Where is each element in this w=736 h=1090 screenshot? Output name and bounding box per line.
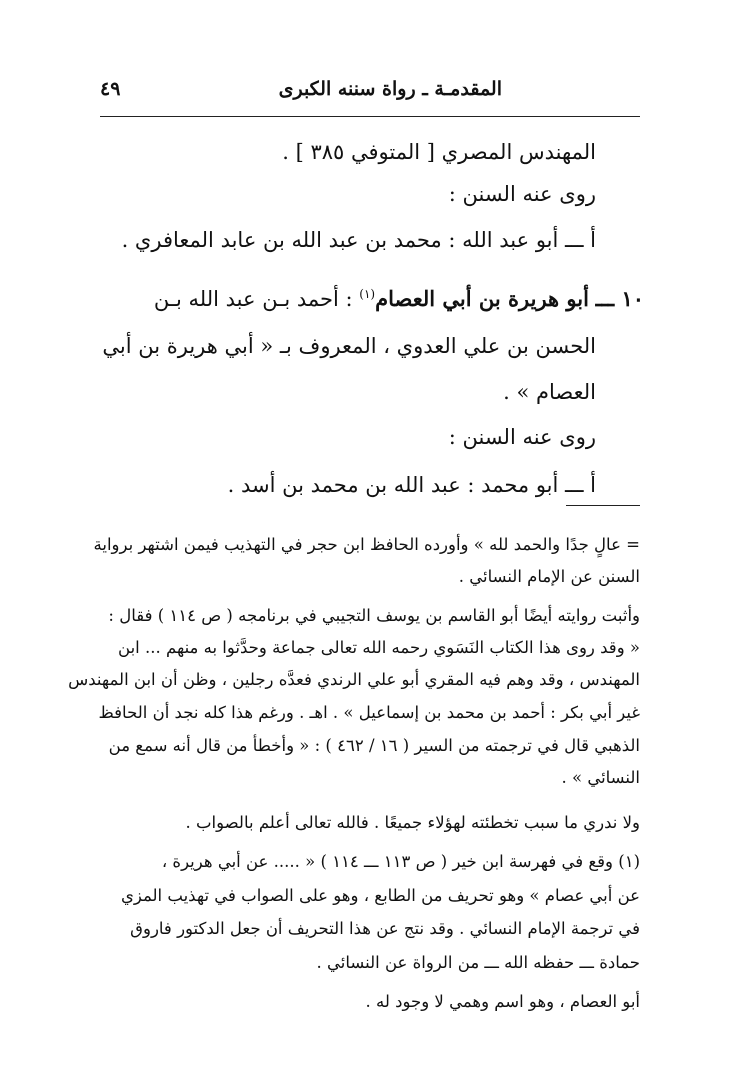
entry-10-heading	[154, 286, 644, 311]
footnote-line: غير أبي بكر : أحمد بن محمد بن إسماعيل » . اهـ . ورغم هذا كله نجد أن الحافظ	[98, 703, 640, 722]
entry-name: أبو هريرة بن أبي العصام	[375, 286, 589, 311]
body-line-3: أ ـــ أبو عبد الله : محمد بن عبد الله بن عابد المعافري .	[121, 228, 596, 252]
entry-rest: : أحمد بـن عبد الله بـن	[153, 287, 353, 311]
footnote-line: ولا ندري ما سبب تخطئته لهؤلاء جميعًا . فالله تعالى أعلم بالصواب .	[185, 813, 640, 832]
footnote-line: « وقد روى هذا الكتاب النَسَوي رحمه الله تعالى جماعة وحدَّثوا به منهم ... ابن	[118, 638, 640, 657]
footnote-line: حمادة ـــ حفظه الله ـــ من الرواة عن النسائي .	[316, 953, 640, 972]
page-number: ٤٩	[100, 78, 121, 100]
footnote-line: المهندس ، وقد وهم فيه المقري أبو علي الرندي فعدَّه رجلين ، وظن أن ابن المهندس	[68, 670, 640, 689]
footnote-line: وأثبت روايته أيضًا أبو القاسم بن يوسف التجيبي في برنامجه ( ص ١١٤ ) فقال :	[108, 606, 640, 625]
header-rule	[100, 116, 640, 117]
body-line-8: أ ـــ أبو محمد : عبد الله بن محمد بن أسد .	[227, 473, 596, 497]
body-line-6: العصام » .	[503, 380, 596, 404]
header-title: المقدمـة ـ رواة سننه الكبرى	[278, 78, 502, 100]
footnote-line: الذهبي قال في ترجمته من السير ( ١٦ / ٤٦٢ ) : « وأخطأ من قال أنه سمع من	[108, 736, 640, 755]
entry-number: ١٠ ـــ	[595, 286, 644, 311]
footnote-line: عن أبي عصام » وهو تحريف من الطابع ، وهو على الصواب في تهذيب المزي	[120, 886, 640, 905]
body-line-1: المهندس المصري [ المتوفي ٣٨٥ ] .	[282, 140, 596, 164]
body-line-2: روى عنه السنن :	[448, 182, 596, 206]
footnote-line: أبو العصام ، وهو اسم وهمي لا وجود له .	[365, 992, 640, 1011]
footnote-line: (١) وقع في فهرسة ابن خير ( ص ١١٣ ـــ ١١٤ ) « ..... عن أبي هريرة ،	[161, 852, 640, 871]
footnote-line: النسائي » .	[561, 768, 640, 787]
body-line-5: الحسن بن علي العدوي ، المعروف بـ « أبي هريرة بن أبي	[102, 334, 596, 358]
footnote-separator	[566, 505, 640, 506]
footnote-line: السنن عن الإمام النسائي .	[458, 567, 640, 586]
footnote-ref: (١)	[359, 287, 376, 301]
footnote-line: في ترجمة الإمام النسائي . وقد نتج عن هذا التحريف أن جعل الدكتور فاروق	[130, 919, 640, 938]
running-header	[100, 74, 632, 106]
footnote-line: = عالٍ جدًا والحمد لله » وأورده الحافظ ابن حجر في التهذيب فيمن اشتهر برواية	[93, 535, 640, 554]
body-line-7: روى عنه السنن :	[448, 425, 596, 449]
